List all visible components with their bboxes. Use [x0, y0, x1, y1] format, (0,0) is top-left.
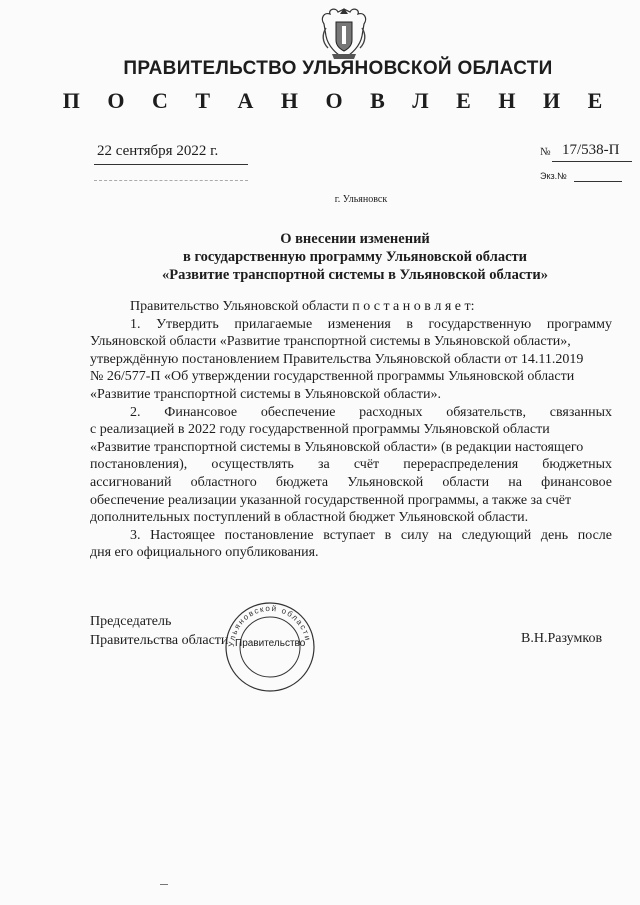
body-line: «Развитие транспортной системы в Ульяновской области» (в редакции настоящего: [90, 439, 584, 455]
body-line: «Развитие транспортной системы в Ульяновской области».: [90, 386, 441, 402]
document-title: [0, 230, 640, 284]
body-line: дополнительных поступлений в областной бюджет Ульяновской области.: [90, 510, 529, 526]
document-body: [90, 298, 612, 562]
signatory-title: [90, 612, 228, 650]
body-line: Ульяновской области «Развитие транспортной системы в Ульяновской области»,: [90, 334, 571, 350]
document-date: 22 сентября 2022 г.: [97, 143, 219, 159]
body-line: 2. Финансовое обеспечение расходных обязательств, связанных: [130, 404, 612, 420]
stamp-center-text: Правительство: [235, 638, 306, 649]
number-label: №: [540, 146, 551, 158]
body-line: Правительство Ульяновской области п о с т а н о в л я е т:: [130, 299, 475, 314]
margin-mark: [160, 884, 168, 885]
copy-number-underline: [574, 181, 622, 182]
copy-number-label: Экз.№: [540, 171, 567, 181]
title-line: О внесении изменений: [280, 231, 430, 247]
stamp-ring-text: Ульяновской области: [226, 603, 313, 648]
document-number: 17/538-П: [562, 142, 620, 158]
city-name: г. Ульяновск: [334, 194, 388, 205]
organization-name: ПРАВИТЕЛЬСТВО УЛЬЯНОВСКОЙ ОБЛАСТИ: [123, 58, 553, 79]
body-line: 3. Настоящее постановление вступает в силу на следующий день после: [130, 527, 612, 543]
body-line: с реализацией в 2022 году государственной программы Ульяновской области: [90, 422, 550, 438]
document-type-heading: П О С Т А Н О В Л Е Н И Е: [62, 88, 614, 113]
title-line: «Развитие транспортной системы в Ульяновской области»: [162, 267, 548, 283]
date-dashed-line: [94, 180, 248, 181]
body-line: дня его официального опубликования.: [90, 545, 319, 561]
signatory-title-line: Правительства области: [90, 633, 229, 648]
signatory-name: В.Н.Разумков: [521, 631, 603, 646]
body-line: утверждённую постановлением Правительства Ульяновской области от 14.11.2019: [90, 351, 584, 367]
body-line: № 26/577-П «Об утверждении государственной программы Ульяновской области: [90, 369, 575, 385]
number-underline: [552, 161, 632, 162]
body-line: 1. Утвердить прилагаемые изменения в государственную программу: [130, 316, 612, 332]
coat-of-arms-emblem: [318, 6, 370, 62]
body-line: постановления), осуществлять за счёт перераспределения бюджетных: [90, 457, 612, 473]
date-underline: [94, 164, 248, 165]
signatory-title-line: Председатель: [90, 614, 172, 629]
title-line: в государственную программу Ульяновской области: [182, 249, 527, 265]
body-line: ассигнований областного бюджета Ульяновской области на финансовое: [90, 474, 612, 490]
body-line: обеспечение реализации указанной государственной программы, а также за счёт: [90, 492, 572, 508]
